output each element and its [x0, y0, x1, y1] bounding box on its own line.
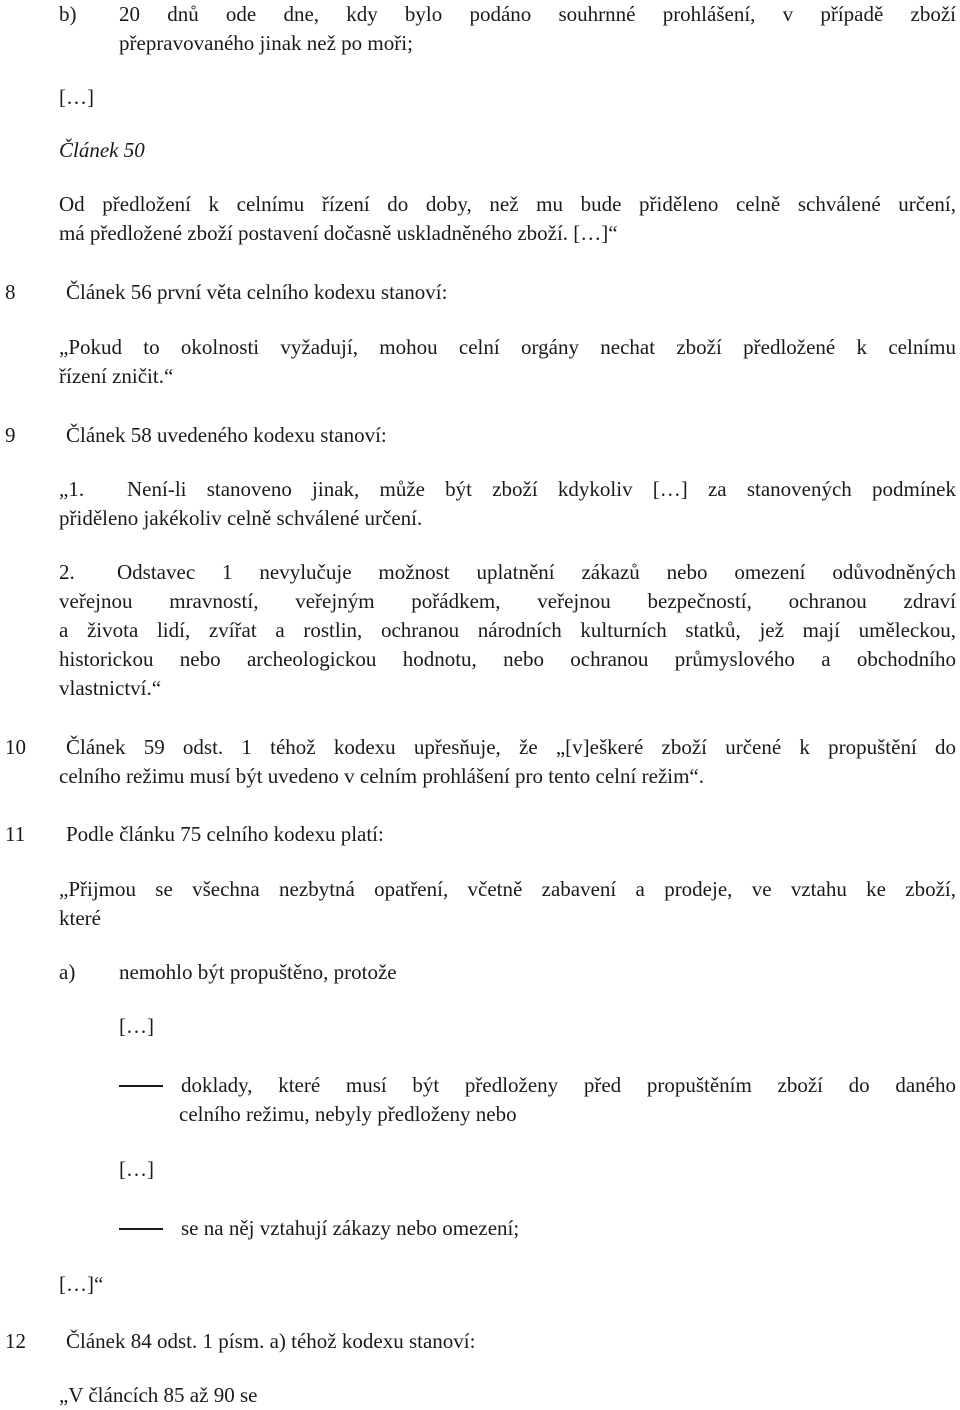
article50-line2: má předložené zboží postavení dočasně uskladněného zboží. […]“: [59, 221, 618, 245]
dash-item-line: se na něj vztahují zákazy nebo omezení;: [181, 1216, 520, 1240]
footnote-line: Článek 59 odst. 1 téhož kodexu upřesňuje, že „[v]eškeré zboží určené k propuštění do: [66, 735, 956, 759]
footnote-number: 11: [5, 822, 26, 846]
paragraph-line: Odstavec 1 nevylučuje možnost uplatnění zákazů nebo omezení odůvodněných: [117, 560, 956, 584]
footnote-intro: Článek 84 odst. 1 písm. a) téhož kodexu stanoví:: [66, 1329, 476, 1353]
footnote-intro: Článek 58 uvedeného kodexu stanoví:: [66, 423, 387, 447]
paragraph-line: a života lidí, zvířat a rostlin, ochranou národních kulturních statků, jež mají uměleckou,: [59, 618, 956, 642]
paragraph-line: Není-li stanoveno jinak, může být zboží kdykoliv […] za stanovených podmínek: [127, 477, 956, 501]
article-heading: Článek 50: [59, 138, 145, 162]
paragraph-line: veřejnou mravností, veřejným pořádkem, veřejnou bezpečností, ochranou zdraví: [59, 589, 956, 613]
paragraph-number: 2.: [59, 560, 75, 584]
item-a-text: nemohlo být propuštěno, protože: [119, 960, 397, 984]
paragraph-number: „1.: [59, 477, 85, 501]
item-b-line2: přepravovaného jinak než po moři;: [119, 31, 413, 55]
omission-marker: […]: [119, 1157, 154, 1181]
paragraph-line: vlastnictví.“: [59, 676, 162, 700]
quote-line: řízení zničit.“: [59, 364, 174, 388]
footnote-line: celního režimu musí být uvedeno v celním prohlášení pro tento celní režim“.: [59, 764, 704, 788]
footnote-intro: Článek 56 první věta celního kodexu stanoví:: [66, 280, 448, 304]
omission-marker: […]: [119, 1014, 154, 1038]
dash-item-line: doklady, které musí být předloženy před propuštěním zboží do daného: [181, 1073, 956, 1097]
footnote-intro: Podle článku 75 celního kodexu platí:: [66, 822, 384, 846]
footnote-number: 12: [5, 1329, 26, 1353]
footnote-number: 8: [5, 280, 16, 304]
item-label-b: b): [59, 2, 77, 26]
quote-line: které: [59, 906, 101, 930]
quote-line: „Pokud to okolnosti vyžadují, mohou celní orgány nechat zboží předložené k celnímu: [59, 335, 956, 359]
dash-bullet: [119, 1085, 163, 1087]
footnote-number: 9: [5, 423, 16, 447]
item-b-line1: 20 dnů ode dne, kdy bylo podáno souhrnné prohlášení, v případě zboží: [119, 2, 956, 26]
paragraph-line: přiděleno jakékoliv celně schválené určení.: [59, 506, 423, 530]
quote-line: „Přijmou se všechna nezbytná opatření, včetně zabavení a prodeje, ve vztahu ke zboží,: [59, 877, 956, 901]
article50-line1: Od předložení k celnímu řízení do doby, než mu bude přiděleno celně schválené určení,: [59, 192, 956, 216]
dash-bullet: [119, 1228, 163, 1230]
omission-marker: […]: [59, 85, 94, 109]
quote-line: „V článcích 85 až 90 se: [59, 1383, 258, 1407]
item-label-a: a): [59, 960, 76, 984]
paragraph-line: historickou nebo archeologickou hodnotu, nebo ochranou průmyslového a obchodního: [59, 647, 956, 671]
footnote-number: 10: [5, 735, 26, 759]
omission-marker: […]“: [59, 1272, 104, 1296]
dash-item-line: celního režimu, nebyly předloženy nebo: [179, 1102, 517, 1126]
